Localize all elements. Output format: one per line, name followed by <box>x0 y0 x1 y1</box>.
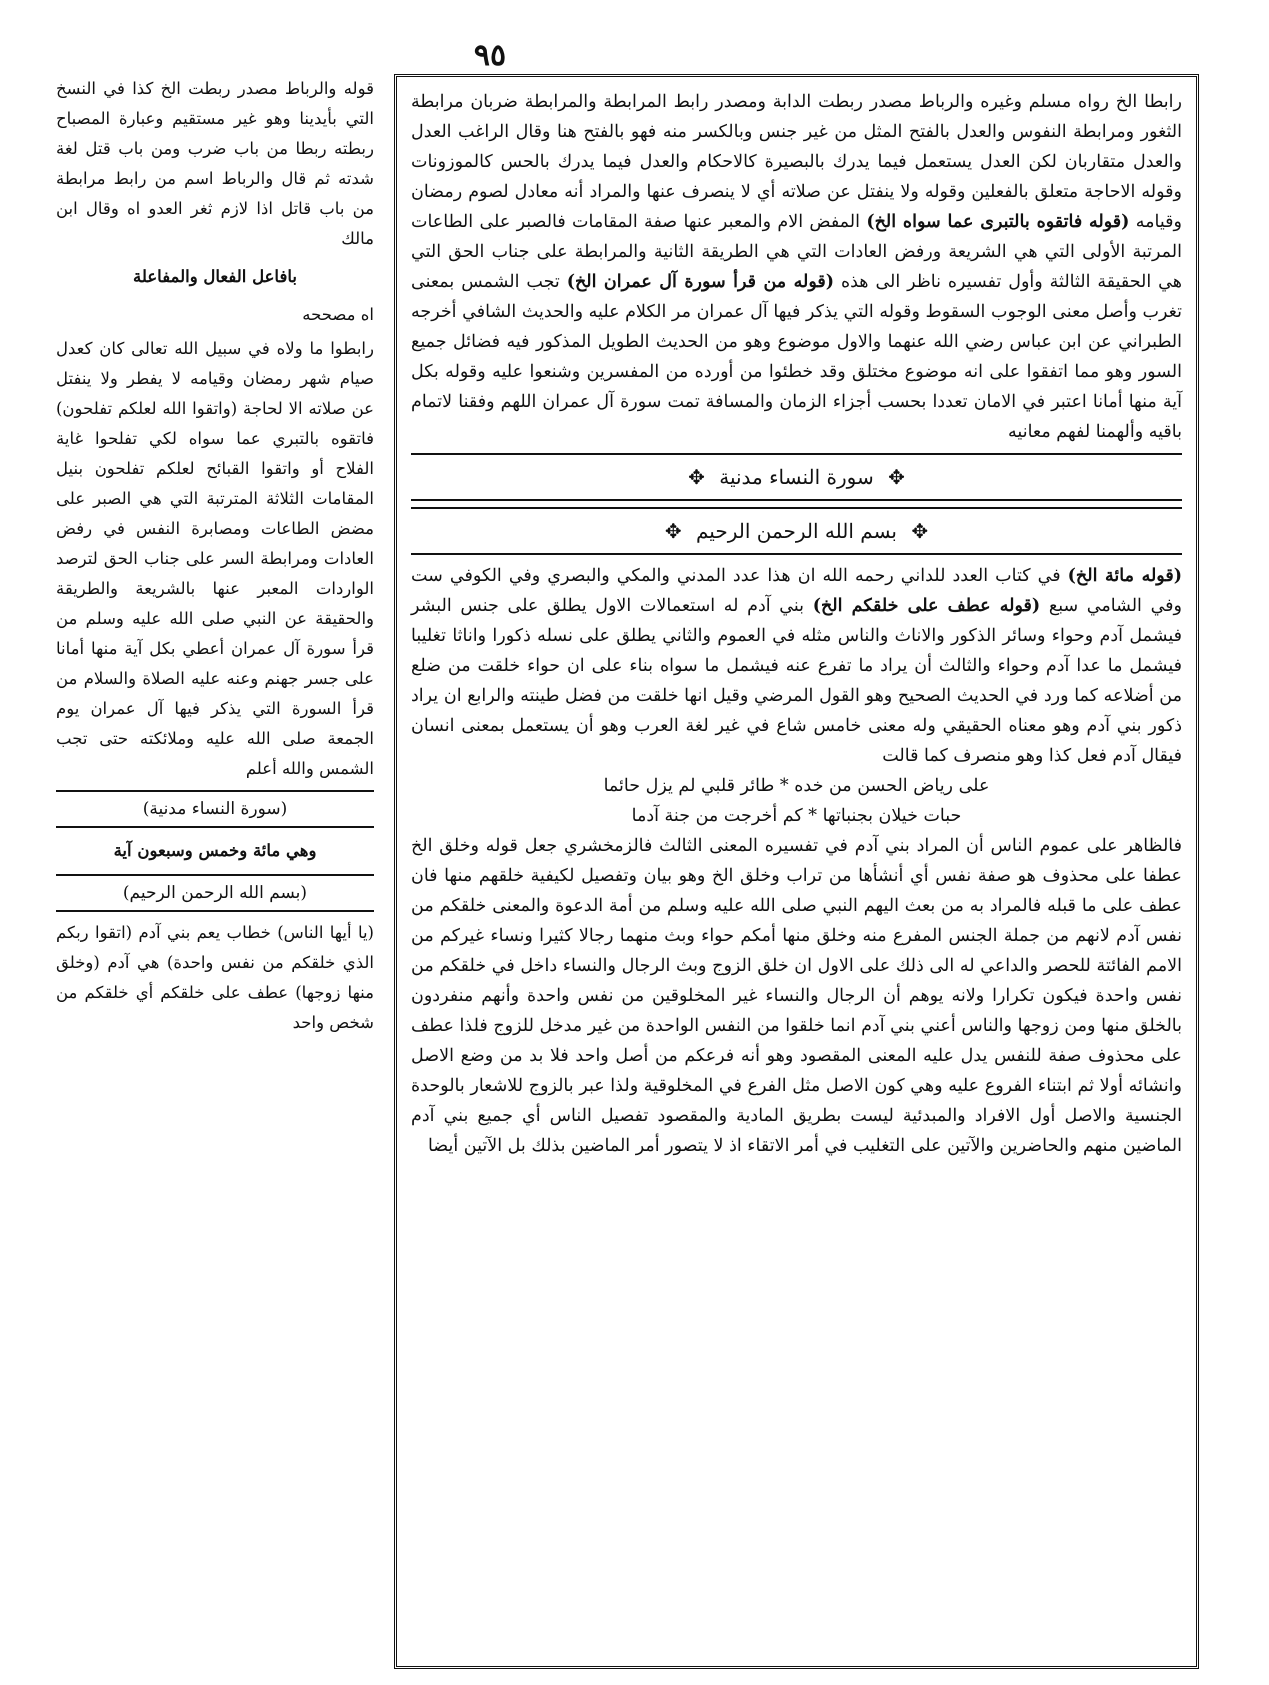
ornament-icon: ✥ <box>888 465 905 489</box>
margin-verse: بافاعل الفعال والمفاعلة <box>133 267 297 286</box>
main-text-block: فالظاهر على عموم الناس أن المراد بني آدم في تفسيره المعنى الثالث فالزمخشري جعل قوله وخلق الخ عطفا على محذوف هو صفة نفس أي أنشأها من تراب وخلق الخ وهو بيان وتفصيل لكيفية خلقهم منها فان عطف على ما قبله فالمراد به من بعث اليهم النبي صلى الله عليه وسلم من أمة الدعوة والمعنى خلقكم من نفس آدم لانهم من جملة الجنس المفرع منه وخلق منها أمكم حواء وبث منهما رجالا كثيرا ونساء غيركم من الامم الفائتة للحصر والداعي له الى ذلك على الاول ان خلق الزوج وبث الرجال والنساء داخل في خلقكم من نفس واحدة فيكون تكرارا ولانه يوهم أن الرجال والنساء غير المخلوقين من نفس واحدة وأنهم منفردون بالخلق منها ومن زوجها والناس أعني بني آدم انما خلقوا من النفس الواحدة من غير مدخل للزوج فلذا عطف على محذوف صفة للنفس يدل عليه المعنى المقصود وهو أنه فرعكم من أصل واحد فلا بد من وضع الاصل وانشائه أولا ثم ابتناء الفروع عليه وهي كون الاصل مثل الفرع في المخلوقية ولذا عبر بالزوج للاشعار بالوحدة الجنسية والاصل أول الافراد والمبدئية ليست بطريق المادية والمقصود تفصيل الناس أي جميع بني آدم الماضين منهم والحاضرين والآتين على التغليب في أمر الاتقاء اذ لا يتصور أمر الماضين بذلك بل الآتين أيضا <box>411 836 1182 1156</box>
page-number: ٩٥ <box>473 38 507 73</box>
margin-tafsir: رابطوا ما ولاه في سبيل الله تعالى كان كعدل صيام شهر رمضان وقيامه لا يفطر ولا ينفتل عن صلاته الا لحاجة (واتقوا الله لعلكم تفلحون) فاتقوه بالتبري عما سواه لكي تفلحوا غاية الفلاح أو واتقوا القبائح لعلكم تفلحون بنيل المقامات الثلاثة المترتبة التي هي الصبر على مضض الطاعات ومصابرة النفس في رفض العادات ومرابطة السر على جناب الحق لترصد الواردات المعبر عنها بالشريعة والطريقة والحقيقة عن النبي صلى الله عليه وسلم من قرأ سورة آل عمران أعطي بكل آية منها أمانا على جسر جهنم وعنه عليه الصلاة والسلام من قرأ السورة التي يذكر فيها آل عمران يوم الجمعة صلى الله عليه وملائكته حتى تجب الشمس والله أعلم <box>56 339 374 778</box>
ornament-icon: ✥ <box>911 519 929 543</box>
qawluhu-keyword: (قوله من قرأ سورة آل عمران الخ) <box>566 272 835 292</box>
main-text-block <box>411 561 1182 771</box>
main-commentary-frame <box>394 74 1199 1669</box>
margin-note: قوله والرباط مصدر ربطت الخ كذا في النسخ التي بأيدينا وهو غير مستقيم وعبارة المصباح ربطته ربطا من باب ضرب ومن باب قتل لغة شدته ثم قال والرباط اسم من رابط مرابطة من باب قاتل اذا لازم ثغر العدو اه وقال ابن مالك <box>56 79 374 248</box>
paragraph: تجب الشمس بمعنى تغرب وأصل معنى الوجوب السقوط وقوله التي يذكر فيها آل عمران مر الكلام عليه والحديث الشافي أخرجه الطبراني عن ابن عباس رضي الله عنهما والاول موضوع وهو من الحديث الطويل المذكور فيه فضائل جميع السور وهو مما اتفقوا على انه موضوع مختلق وقد خطئوا من أورده من المفسرين وشنعوا عليه وقوله بكل آية منها أمانا اعتبر في الامان تعددا بحسب أجزاء الزمان والمسافة تمت سورة آل عمران اللهم وفقنا لاتمام باقيه وألهمنا لفهم معانيه <box>411 272 1182 442</box>
margin-editor-note: اه مصححه <box>302 305 374 324</box>
margin-verse-count: وهي مائة وخمس وسبعون آية <box>113 841 317 860</box>
margin-tafsir: (يا أيها الناس) خطاب يعم بني آدم (اتقوا ربكم الذي خلقكم من نفس واحدة) هي آدم (وخلق منها زوجها) عطف على خلقكم أي خلقكم من شخص واحد <box>56 923 374 1032</box>
margin-commentary <box>56 74 374 1042</box>
main-text-block <box>411 87 1182 447</box>
surah-title: سورة النساء مدنية <box>719 465 874 489</box>
poem-line: حبات خيلان بجنباتها * كم أخرجت من جنة آدما <box>631 806 962 826</box>
basmala-divider <box>411 507 1182 555</box>
paragraph: رابطا الخ رواه مسلم وغيره والرباط مصدر ربطت الدابة ومصدر رابط المرابطة والمرابطة ضربان مرابطة الثغور ومرابطة النفوس والعدل بالفتح المثل من غير جنس وبالكسر منه فهو بالفتح هنا وقال الراغب العدل والعدل متقاربان لكن العدل يستعمل فيما يدرك بالبصيرة كالاحكام والعدل فيما يدرك بالحس كالموزونات وقوله الاحاجة متعلق بالفعلين وقوله ولا ينفتل عن صلاته أي لا ينصرف عنها والمراد أنه معادل لصوم رمضان وقيامه <box>411 92 1182 232</box>
qawluhu-keyword: (قوله مائة الخ) <box>1067 566 1182 586</box>
basmala: بسم الله الرحمن الرحيم <box>695 519 897 543</box>
paragraph: بني آدم له استعمالات الاول يطلق على جنس البشر فيشمل آدم وحواء وسائر الذكور والاناث والناس مثله في العموم والثاني يطلق على نسله ذكورا واناثا تغليبا فيشمل ما عدا آدم وحواء والثالث أن يراد ما تفرع عنه فيشمل ما سواه بناء على ان حواء خلقت من ضلع من أضلاعه كما ورد في الحديث الصحيح وهو القول المرضي وقيل انها خلقت من فضل طينته والرابع ان يراد ذكور بني آدم وهو معناه الحقيقي وله معنى خامس شاع في غير لغة العرب وهو أن يستعمل بمعنى انسان فيقال آدم فعل كذا وهو منصرف كما قالت <box>411 596 1182 766</box>
qawluhu-keyword: (قوله عطف على خلقكم الخ) <box>812 596 1041 616</box>
margin-surah-title: (سورة النساء مدنية) <box>56 790 374 828</box>
ornament-icon: ✥ <box>664 519 682 543</box>
paragraph: المفض الام والمعبر عنها صفة المقامات فالصبر على الطاعات المرتبة الأولى التي هي الشريعة ورفض العادات التي هي الطريقة الثانية والمرابطة على جناب الحق التي هي الحقيقة الثالثة وأول تفسيره ناظر الى هذه <box>411 212 1182 292</box>
ornament-icon: ✥ <box>688 465 705 489</box>
qawluhu-keyword: (قوله فاتقوه بالتبرى عما سواه الخ) <box>866 212 1130 232</box>
poem-line: على رياض الحسن من خده * طائر قلبي لم يزل حائما <box>603 776 990 796</box>
paragraph: في كتاب العدد للداني رحمه الله ان هذا عدد المدني والمكي والبصري وفي الكوفي ست وفي الشامي سبع <box>411 566 1182 616</box>
margin-basmala: (بسم الله الرحمن الرحيم) <box>56 874 374 912</box>
surah-title-divider <box>411 453 1182 501</box>
